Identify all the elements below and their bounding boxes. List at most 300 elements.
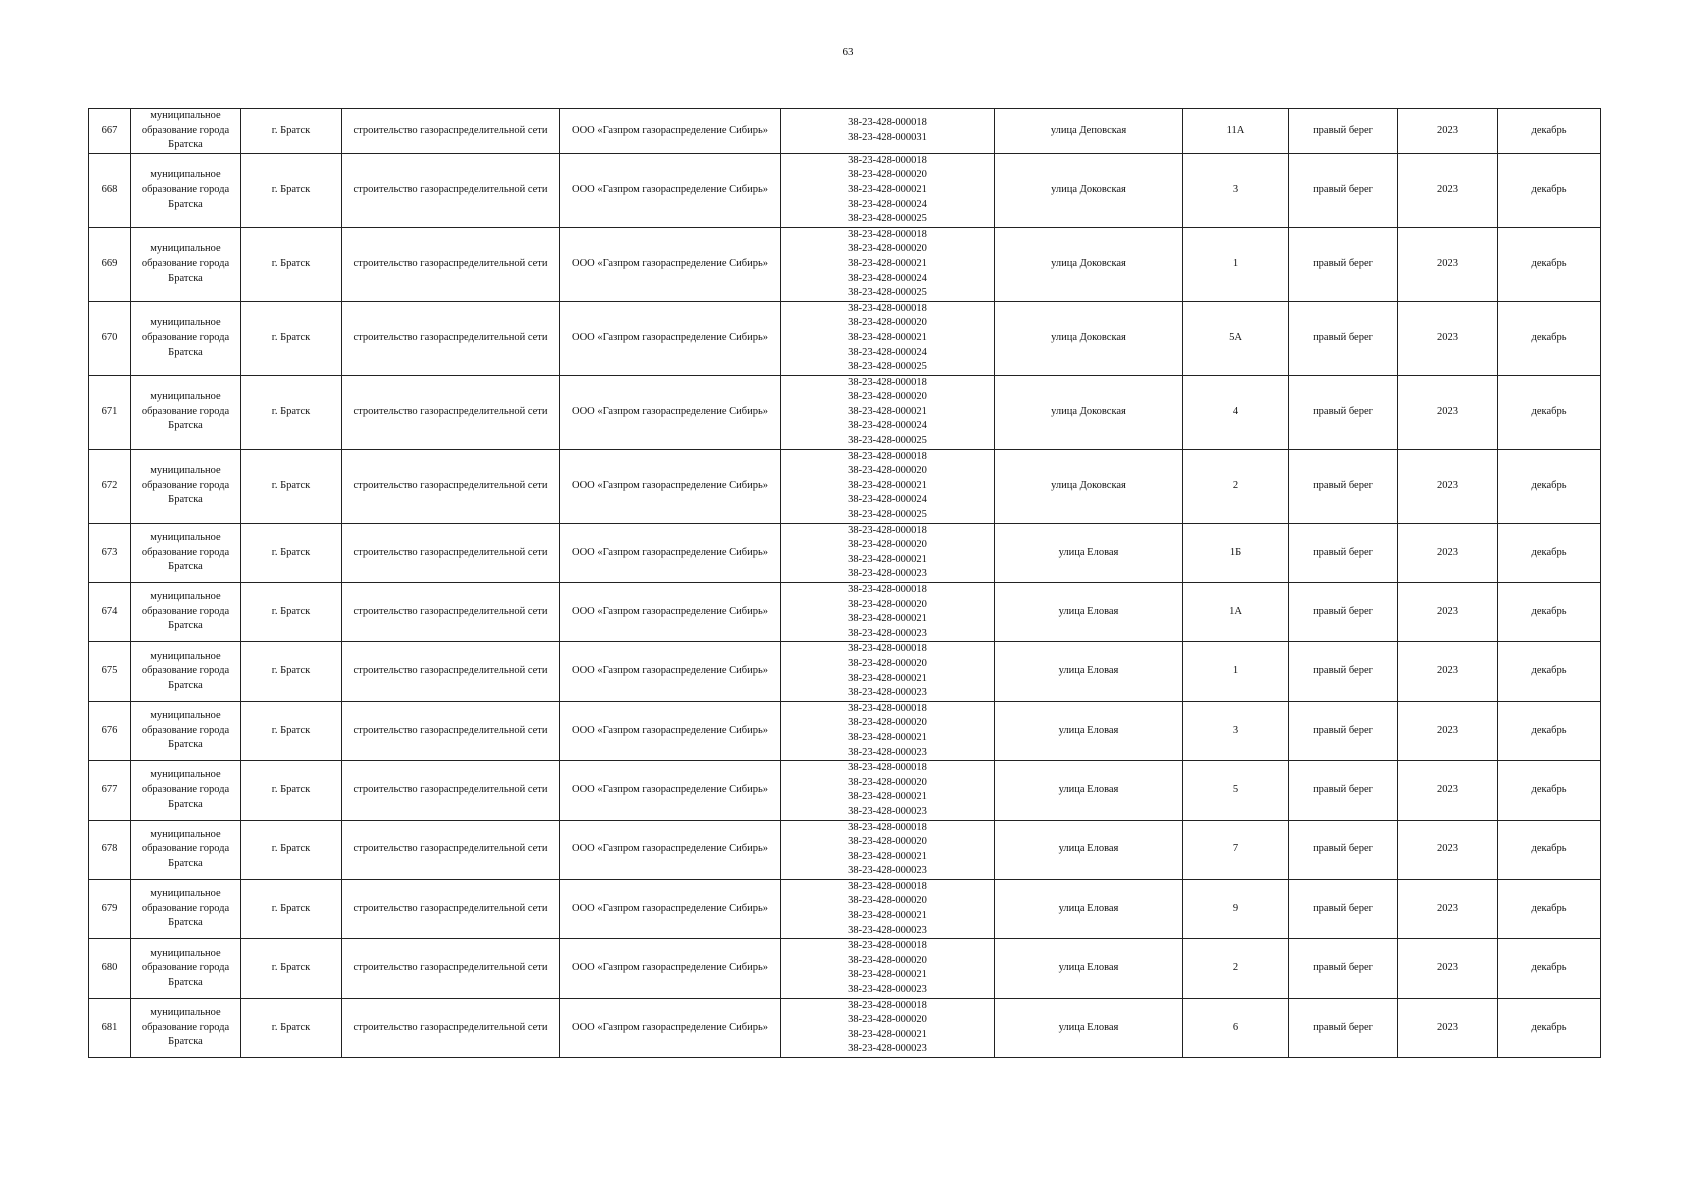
cadastral-number: 38-23-428-000018 — [848, 880, 927, 892]
city-text: г. Братск — [271, 784, 311, 796]
cadastral-number: 38-23-428-000020 — [848, 598, 927, 610]
cadastral-numbers-cell — [781, 642, 995, 701]
cadastral-number: 38-23-428-000025 — [848, 435, 927, 447]
row-number-text: 673 — [101, 546, 118, 558]
year-cell — [1398, 642, 1498, 701]
municipality-cell — [131, 153, 241, 227]
month-text: декабрь — [1531, 1021, 1567, 1033]
year-cell — [1398, 227, 1498, 301]
table-row — [89, 227, 1601, 301]
work-type-text: строительство газораспределительной сети — [353, 843, 548, 855]
city-text: г. Братск — [271, 479, 311, 491]
city-text: г. Братск — [271, 902, 311, 914]
cadastral-number: 38-23-428-000023 — [848, 568, 927, 580]
cadastral-number: 38-23-428-000023 — [848, 746, 927, 758]
river-bank-cell — [1289, 301, 1398, 375]
house-number-cell — [1183, 998, 1289, 1057]
table-row — [89, 939, 1601, 998]
city-cell — [241, 375, 342, 449]
municipality-cell — [131, 879, 241, 938]
street-cell — [995, 109, 1183, 154]
house-number-cell — [1183, 939, 1289, 998]
work-type-cell — [342, 375, 560, 449]
city-text: г. Братск — [271, 665, 311, 677]
month-cell — [1498, 642, 1601, 701]
cadastral-number: 38-23-428-000018 — [848, 302, 927, 314]
gas-network-registry-table — [88, 108, 1601, 1058]
city-cell — [241, 939, 342, 998]
month-text: декабрь — [1531, 479, 1567, 491]
row-number-text: 672 — [101, 479, 118, 491]
organization-cell — [560, 583, 781, 642]
organization-cell — [560, 761, 781, 820]
street-text: улица Еловая — [1058, 902, 1119, 914]
municipality-cell — [131, 939, 241, 998]
house-number-cell — [1183, 879, 1289, 938]
cadastral-number: 38-23-428-000021 — [848, 553, 927, 565]
organization-text: ООО «Газпром газораспределение Сибирь» — [572, 724, 768, 736]
work-type-text: строительство газораспределительной сети — [353, 331, 548, 343]
table-row — [89, 820, 1601, 879]
organization-cell — [560, 998, 781, 1057]
cadastral-number: 38-23-428-000021 — [848, 405, 927, 417]
year-text: 2023 — [1437, 784, 1458, 796]
row-number-cell — [89, 642, 131, 701]
work-type-text: строительство газораспределительной сети — [353, 724, 548, 736]
cadastral-number: 38-23-428-000018 — [848, 702, 927, 714]
cadastral-number: 38-23-428-000024 — [848, 494, 927, 506]
house-number-text: 9 — [1232, 902, 1239, 914]
cadastral-number: 38-23-428-000023 — [848, 627, 927, 639]
house-number-text: 4 — [1232, 405, 1239, 417]
river-bank-cell — [1289, 761, 1398, 820]
city-cell — [241, 761, 342, 820]
house-number-cell — [1183, 109, 1289, 154]
organization-cell — [560, 227, 781, 301]
house-number-text: 3 — [1232, 724, 1239, 736]
river-bank-cell — [1289, 227, 1398, 301]
municipality-text: муниципальное образование города Братска — [141, 710, 230, 751]
cadastral-numbers-cell — [781, 701, 995, 760]
house-number-cell — [1183, 375, 1289, 449]
year-cell — [1398, 301, 1498, 375]
street-text: улица Еловая — [1058, 843, 1119, 855]
work-type-cell — [342, 939, 560, 998]
cadastral-number: 38-23-428-000020 — [848, 539, 927, 551]
work-type-text: строительство газораспределительной сети — [353, 784, 548, 796]
river-bank-cell — [1289, 449, 1398, 523]
river-bank-text: правый берег — [1313, 183, 1373, 195]
cadastral-numbers-cell — [781, 153, 995, 227]
work-type-cell — [342, 998, 560, 1057]
work-type-text: строительство газораспределительной сети — [353, 605, 548, 617]
work-type-text: строительство газораспределительной сети — [353, 183, 548, 195]
month-cell — [1498, 227, 1601, 301]
river-bank-cell — [1289, 642, 1398, 701]
street-cell — [995, 227, 1183, 301]
organization-text: ООО «Газпром газораспределение Сибирь» — [572, 405, 768, 417]
river-bank-text: правый берег — [1313, 724, 1373, 736]
year-text: 2023 — [1437, 257, 1458, 269]
city-cell — [241, 449, 342, 523]
work-type-cell — [342, 227, 560, 301]
city-text: г. Братск — [271, 405, 311, 417]
river-bank-text: правый берег — [1313, 902, 1373, 914]
cadastral-number: 38-23-428-000021 — [848, 731, 927, 743]
city-cell — [241, 998, 342, 1057]
cadastral-number: 38-23-428-000024 — [848, 420, 927, 432]
cadastral-number: 38-23-428-000018 — [848, 228, 927, 240]
street-text: улица Еловая — [1058, 1021, 1119, 1033]
row-number-cell — [89, 939, 131, 998]
year-cell — [1398, 820, 1498, 879]
house-number-cell — [1183, 642, 1289, 701]
cadastral-number: 38-23-428-000018 — [848, 524, 927, 536]
municipality-cell — [131, 642, 241, 701]
cadastral-numbers-cell — [781, 820, 995, 879]
table-row — [89, 998, 1601, 1057]
month-text: декабрь — [1531, 546, 1567, 558]
year-text: 2023 — [1437, 665, 1458, 677]
year-text: 2023 — [1437, 479, 1458, 491]
river-bank-cell — [1289, 939, 1398, 998]
city-text: г. Братск — [271, 605, 311, 617]
municipality-text: муниципальное образование города Братска — [141, 169, 230, 210]
cadastral-number: 38-23-428-000018 — [848, 762, 927, 774]
month-text: декабрь — [1531, 665, 1567, 677]
city-text: г. Братск — [271, 1021, 311, 1033]
street-cell — [995, 879, 1183, 938]
river-bank-text: правый берег — [1313, 331, 1373, 343]
river-bank-cell — [1289, 153, 1398, 227]
work-type-cell — [342, 879, 560, 938]
river-bank-cell — [1289, 879, 1398, 938]
organization-cell — [560, 939, 781, 998]
street-cell — [995, 998, 1183, 1057]
row-number-text: 677 — [101, 784, 118, 796]
organization-cell — [560, 642, 781, 701]
organization-cell — [560, 153, 781, 227]
row-number-cell — [89, 227, 131, 301]
month-text: декабрь — [1531, 902, 1567, 914]
city-cell — [241, 523, 342, 582]
river-bank-cell — [1289, 820, 1398, 879]
work-type-cell — [342, 109, 560, 154]
house-number-text: 2 — [1232, 962, 1239, 974]
cadastral-number: 38-23-428-000020 — [848, 717, 927, 729]
row-number-cell — [89, 375, 131, 449]
work-type-cell — [342, 820, 560, 879]
table-row — [89, 879, 1601, 938]
house-number-cell — [1183, 301, 1289, 375]
work-type-cell — [342, 153, 560, 227]
street-cell — [995, 820, 1183, 879]
city-cell — [241, 227, 342, 301]
river-bank-text: правый берег — [1313, 479, 1373, 491]
municipality-cell — [131, 109, 241, 154]
year-text: 2023 — [1437, 124, 1458, 136]
year-cell — [1398, 449, 1498, 523]
river-bank-text: правый берег — [1313, 546, 1373, 558]
cadastral-number: 38-23-428-000018 — [848, 821, 927, 833]
cadastral-number: 38-23-428-000024 — [848, 272, 927, 284]
month-text: декабрь — [1531, 843, 1567, 855]
cadastral-number: 38-23-428-000021 — [848, 331, 927, 343]
cadastral-numbers-cell — [781, 375, 995, 449]
table-row — [89, 375, 1601, 449]
cadastral-number: 38-23-428-000020 — [848, 465, 927, 477]
house-number-text: 7 — [1232, 843, 1239, 855]
cadastral-number: 38-23-428-000023 — [848, 805, 927, 817]
cadastral-number: 38-23-428-000021 — [848, 257, 927, 269]
municipality-text: муниципальное образование города Братска — [141, 828, 230, 869]
work-type-text: строительство газораспределительной сети — [353, 902, 548, 914]
work-type-text: строительство газораспределительной сети — [353, 546, 548, 558]
river-bank-text: правый берег — [1313, 1021, 1373, 1033]
year-text: 2023 — [1437, 405, 1458, 417]
organization-text: ООО «Газпром газораспределение Сибирь» — [572, 784, 768, 796]
organization-cell — [560, 375, 781, 449]
street-cell — [995, 642, 1183, 701]
organization-text: ООО «Газпром газораспределение Сибирь» — [572, 902, 768, 914]
cadastral-number: 38-23-428-000020 — [848, 836, 927, 848]
organization-text: ООО «Газпром газораспределение Сибирь» — [572, 257, 768, 269]
street-text: улица Еловая — [1058, 784, 1119, 796]
municipality-cell — [131, 701, 241, 760]
city-text: г. Братск — [271, 843, 311, 855]
year-text: 2023 — [1437, 962, 1458, 974]
city-text: г. Братск — [271, 331, 311, 343]
municipality-text: муниципальное образование города Братска — [141, 465, 230, 506]
city-text: г. Братск — [271, 183, 311, 195]
work-type-text: строительство газораспределительной сети — [353, 665, 548, 677]
month-text: декабрь — [1531, 784, 1567, 796]
cadastral-number: 38-23-428-000018 — [848, 999, 927, 1011]
house-number-cell — [1183, 761, 1289, 820]
year-text: 2023 — [1437, 331, 1458, 343]
cadastral-number: 38-23-428-000020 — [848, 391, 927, 403]
cadastral-number: 38-23-428-000018 — [848, 450, 927, 462]
organization-text: ООО «Газпром газораспределение Сибирь» — [572, 183, 768, 195]
table-row — [89, 301, 1601, 375]
month-cell — [1498, 153, 1601, 227]
street-cell — [995, 761, 1183, 820]
organization-text: ООО «Газпром газораспределение Сибирь» — [572, 479, 768, 491]
municipality-cell — [131, 227, 241, 301]
row-number-cell — [89, 301, 131, 375]
row-number-text: 668 — [101, 183, 118, 195]
house-number-text: 1 — [1232, 257, 1239, 269]
registry-table-body — [89, 109, 1601, 1058]
cadastral-numbers-cell — [781, 761, 995, 820]
cadastral-numbers-cell — [781, 879, 995, 938]
row-number-cell — [89, 998, 131, 1057]
street-text: улица Еловая — [1058, 665, 1119, 677]
street-text: улица Еловая — [1058, 605, 1119, 617]
year-text: 2023 — [1437, 183, 1458, 195]
street-text: улица Еловая — [1058, 962, 1119, 974]
month-text: декабрь — [1531, 405, 1567, 417]
cadastral-number: 38-23-428-000018 — [848, 117, 927, 129]
organization-text: ООО «Газпром газораспределение Сибирь» — [572, 962, 768, 974]
row-number-cell — [89, 583, 131, 642]
row-number-text: 680 — [101, 962, 118, 974]
municipality-text: муниципальное образование города Братска — [141, 317, 230, 358]
street-cell — [995, 523, 1183, 582]
year-cell — [1398, 153, 1498, 227]
row-number-cell — [89, 879, 131, 938]
city-text: г. Братск — [271, 257, 311, 269]
city-text: г. Братск — [271, 546, 311, 558]
house-number-text: 11А — [1226, 124, 1245, 136]
work-type-text: строительство газораспределительной сети — [353, 962, 548, 974]
row-number-text: 667 — [101, 124, 118, 136]
cadastral-number: 38-23-428-000020 — [848, 317, 927, 329]
row-number-text: 676 — [101, 724, 118, 736]
street-text: улица Еловая — [1058, 724, 1119, 736]
row-number-text: 670 — [101, 331, 118, 343]
house-number-text: 1Б — [1229, 546, 1242, 558]
month-cell — [1498, 375, 1601, 449]
organization-cell — [560, 879, 781, 938]
work-type-cell — [342, 701, 560, 760]
cadastral-number: 38-23-428-000021 — [848, 969, 927, 981]
house-number-text: 2 — [1232, 479, 1239, 491]
municipality-text: муниципальное образование города Братска — [141, 769, 230, 810]
organization-cell — [560, 820, 781, 879]
house-number-cell — [1183, 820, 1289, 879]
municipality-cell — [131, 375, 241, 449]
river-bank-text: правый берег — [1313, 665, 1373, 677]
month-text: декабрь — [1531, 183, 1567, 195]
street-cell — [995, 301, 1183, 375]
street-cell — [995, 449, 1183, 523]
city-cell — [241, 583, 342, 642]
table-row — [89, 153, 1601, 227]
cadastral-number: 38-23-428-000023 — [848, 687, 927, 699]
year-cell — [1398, 998, 1498, 1057]
month-text: декабрь — [1531, 257, 1567, 269]
street-text: улица Доковская — [1051, 257, 1126, 269]
work-type-cell — [342, 642, 560, 701]
cadastral-numbers-cell — [781, 227, 995, 301]
row-number-text: 674 — [101, 605, 118, 617]
house-number-text: 6 — [1232, 1021, 1239, 1033]
cadastral-numbers-cell — [781, 109, 995, 154]
year-cell — [1398, 109, 1498, 154]
municipality-cell — [131, 583, 241, 642]
city-text: г. Братск — [271, 962, 311, 974]
month-text: декабрь — [1531, 331, 1567, 343]
municipality-cell — [131, 820, 241, 879]
cadastral-number: 38-23-428-000023 — [848, 984, 927, 996]
cadastral-number: 38-23-428-000018 — [848, 376, 927, 388]
municipality-text: муниципальное образование города Братска — [141, 888, 230, 929]
cadastral-number: 38-23-428-000021 — [848, 850, 927, 862]
city-cell — [241, 701, 342, 760]
river-bank-cell — [1289, 583, 1398, 642]
house-number-text: 3 — [1232, 183, 1239, 195]
cadastral-number: 38-23-428-000023 — [848, 924, 927, 936]
municipality-text: муниципальное образование города Братска — [141, 531, 230, 573]
city-text: г. Братск — [271, 724, 311, 736]
organization-text: ООО «Газпром газораспределение Сибирь» — [572, 331, 768, 343]
month-text: декабрь — [1531, 724, 1567, 736]
year-cell — [1398, 583, 1498, 642]
year-cell — [1398, 701, 1498, 760]
page-number: 63 — [842, 46, 854, 58]
river-bank-text: правый берег — [1313, 405, 1373, 417]
river-bank-cell — [1289, 375, 1398, 449]
house-number-cell — [1183, 523, 1289, 582]
organization-text: ООО «Газпром газораспределение Сибирь» — [572, 843, 768, 855]
year-text: 2023 — [1437, 843, 1458, 855]
organization-cell — [560, 449, 781, 523]
row-number-text: 675 — [101, 665, 118, 677]
street-text: улица Доковская — [1051, 405, 1126, 417]
cadastral-number: 38-23-428-000018 — [848, 940, 927, 952]
year-cell — [1398, 879, 1498, 938]
municipality-cell — [131, 761, 241, 820]
row-number-text: 669 — [101, 257, 118, 269]
year-cell — [1398, 523, 1498, 582]
river-bank-cell — [1289, 109, 1398, 154]
street-text: улица Еловая — [1058, 546, 1119, 558]
year-cell — [1398, 761, 1498, 820]
municipality-text: муниципальное образование города Братска — [141, 650, 230, 691]
month-cell — [1498, 301, 1601, 375]
cadastral-number: 38-23-428-000025 — [848, 287, 927, 299]
cadastral-number: 38-23-428-000021 — [848, 791, 927, 803]
work-type-cell — [342, 449, 560, 523]
municipality-text: муниципальное образование города Братска — [141, 110, 230, 151]
month-text: декабрь — [1531, 605, 1567, 617]
row-number-text: 678 — [101, 843, 118, 855]
house-number-cell — [1183, 227, 1289, 301]
river-bank-text: правый берег — [1313, 605, 1373, 617]
row-number-cell — [89, 153, 131, 227]
year-text: 2023 — [1437, 546, 1458, 558]
table-row — [89, 761, 1601, 820]
city-cell — [241, 642, 342, 701]
organization-text: ООО «Газпром газораспределение Сибирь» — [572, 546, 768, 558]
cadastral-number: 38-23-428-000025 — [848, 509, 927, 521]
cadastral-number: 38-23-428-000023 — [848, 865, 927, 877]
month-text: декабрь — [1531, 124, 1567, 136]
river-bank-text: правый берег — [1313, 843, 1373, 855]
cadastral-numbers-cell — [781, 301, 995, 375]
month-cell — [1498, 879, 1601, 938]
cadastral-number: 38-23-428-000024 — [848, 198, 927, 210]
river-bank-text: правый берег — [1313, 784, 1373, 796]
year-text: 2023 — [1437, 1021, 1458, 1033]
row-number-cell — [89, 449, 131, 523]
municipality-text: муниципальное образование города Братска — [141, 391, 230, 432]
organization-cell — [560, 701, 781, 760]
cadastral-number: 38-23-428-000020 — [848, 243, 927, 255]
cadastral-number: 38-23-428-000031 — [848, 131, 927, 143]
month-cell — [1498, 701, 1601, 760]
cadastral-number: 38-23-428-000024 — [848, 346, 927, 358]
row-number-text: 681 — [101, 1021, 118, 1033]
cadastral-numbers-cell — [781, 449, 995, 523]
month-cell — [1498, 939, 1601, 998]
cadastral-number: 38-23-428-000020 — [848, 169, 927, 181]
month-cell — [1498, 109, 1601, 154]
cadastral-number: 38-23-428-000020 — [848, 776, 927, 788]
house-number-text: 1 — [1232, 665, 1239, 677]
house-number-cell — [1183, 153, 1289, 227]
